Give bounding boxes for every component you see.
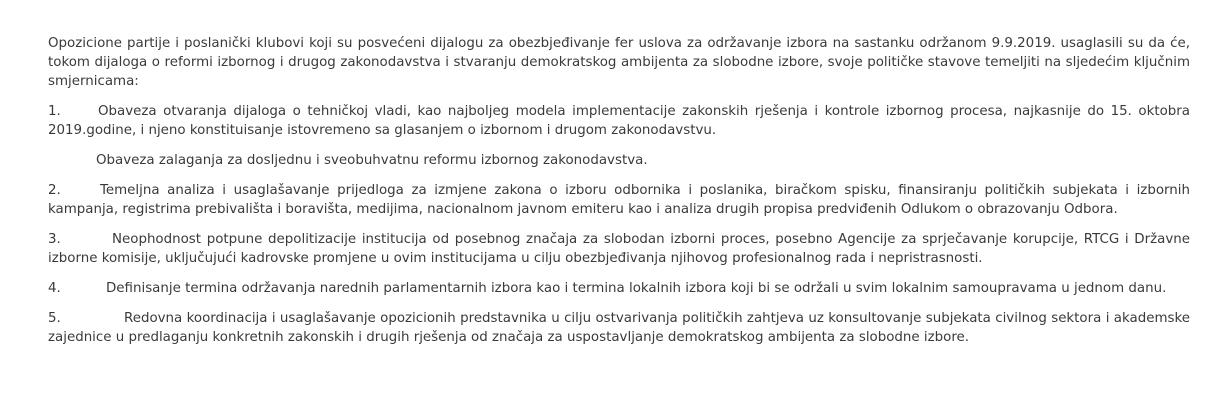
item-number: 5. — [48, 311, 61, 326]
list-item-4 — [48, 279, 1190, 298]
document-body — [48, 0, 1190, 347]
item-number: 1. — [48, 104, 61, 119]
list-item-2 — [48, 181, 1190, 219]
item-text: Definisanje termina održavanja narednih parlamentarnih izbora kao i termina lokalnih izbora koji bi se održali u svim lokalnim samoupravama u jednom danu. — [106, 281, 1167, 296]
item-text: Redovna koordinacija i usaglašavanje opozicionih predstavnika u cilju ostvarivanja političkih zahtjeva uz konsultovanje subjekata civilnog sektora i akademske zajednice u predlaganju konkretnih zakonskih i drugih rješenja od značaja za uspostavljanje demokratskog ambijenta za slobodne izbore. — [48, 311, 1190, 345]
list-item-sub — [48, 151, 1190, 170]
intro-paragraph: Opozicione partije i poslanički klubovi koji su posvećeni dijalogu za obezbjeđivanje fer uslova za održavanje izbora na sastanku održanom 9.9.2019. usaglasili su da će, tokom dijaloga o reformi izbornog i drugog zakonodavstva i stvaranju demokratskog ambijenta za slobodne izbore, svoje političke stavove temeljiti na sljedećim ključnim smjernicama: — [48, 36, 1190, 89]
item-number: 2. — [48, 183, 61, 198]
item-number: 3. — [48, 232, 61, 247]
list-item-1 — [48, 102, 1190, 140]
item-text: Obaveza zalaganja za dosljednu i sveobuhvatnu reformu izbornog zakonodavstva. — [96, 153, 648, 168]
item-number: 4. — [48, 281, 61, 296]
item-text: Obaveza otvaranja dijaloga o tehničkoj vladi, kao najboljeg modela implementacije zakonskih rješenja i kontrole izbornog procesa, najkasnije do 15. oktobra 2019.godine, i njeno konstituisanje istovremeno sa glasanjem o izbornom i drugom zakonodavstvu. — [48, 104, 1190, 138]
item-text: Temeljna analiza i usaglašavanje prijedloga za izmjene zakona o izboru odbornika i poslanika, biračkom spisku, finansiranju političkih subjekata i izbornih kampanja, registrima prebivališta i boravišta, medijima, nacionalnom javnom emiteru kao i analiza drugih propisa predviđenih Odlukom o obrazovanju Odbora. — [48, 183, 1190, 217]
list-item-5 — [48, 309, 1190, 347]
item-text: Neophodnost potpune depolitizacije institucija od posebnog značaja za slobodan izborni proces, posebno Agencije za sprječavanje korupcije, RTCG i Državne izborne komisije, uključujući kadrovske promjene u ovim institucijama u cilju obezbjeđivanja njihovog profesionalnog rada i nepristrasnosti. — [48, 232, 1190, 266]
list-item-3 — [48, 230, 1190, 268]
